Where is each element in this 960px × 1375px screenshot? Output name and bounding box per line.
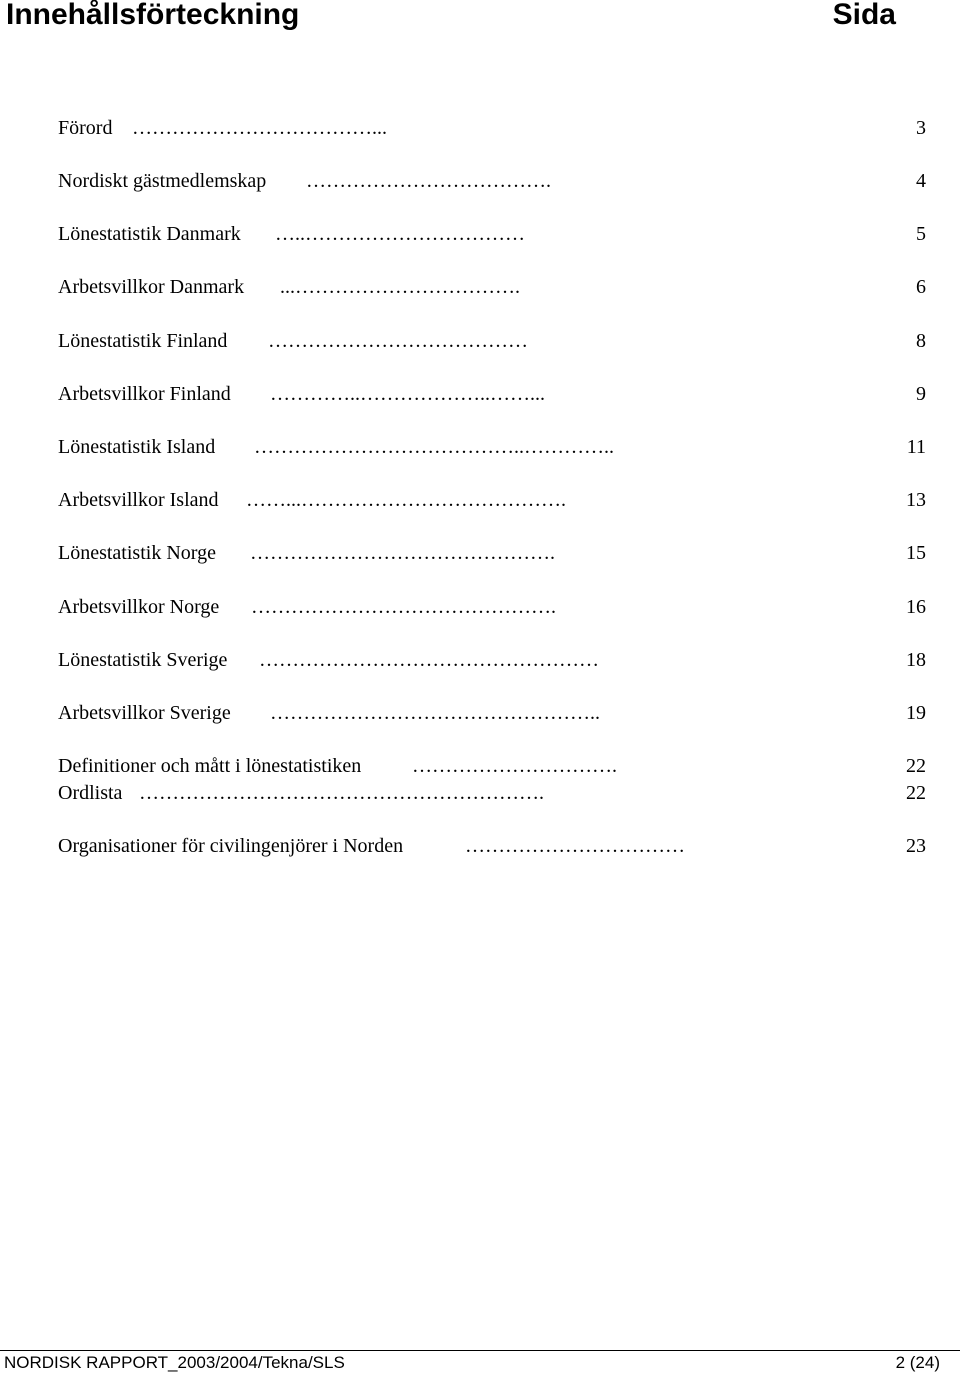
toc-page-number: 9 bbox=[916, 383, 926, 405]
toc-leader-dots: ...……………………………. bbox=[280, 276, 520, 298]
toc-entry-title: Organisationer för civilingenjörer i Norden bbox=[58, 835, 404, 857]
toc-page-number: 5 bbox=[916, 223, 926, 245]
toc-entry-definitioner[interactable] bbox=[58, 753, 928, 779]
toc-leader-dots: ……………………………………………………. bbox=[139, 782, 544, 804]
page-column-label: Sida bbox=[832, 0, 896, 31]
toc-entry-arbetsvillkor-norge[interactable] bbox=[58, 594, 928, 620]
toc-page-number: 22 bbox=[906, 782, 926, 804]
toc-entry-organisationer[interactable] bbox=[58, 833, 928, 859]
toc-page-number: 22 bbox=[906, 755, 926, 777]
toc-leader-dots: …………………………………..………….. bbox=[254, 436, 614, 458]
toc-leader-dots: ………………………………... bbox=[132, 117, 387, 139]
toc-entry-title: Lönestatistik Finland bbox=[58, 330, 228, 352]
toc-entry-title: Ordlista bbox=[58, 782, 123, 804]
toc-page-number: 15 bbox=[906, 542, 926, 564]
toc-entry-title: Lönestatistik Sverige bbox=[58, 649, 228, 671]
toc-entry-title: Arbetsvillkor Norge bbox=[58, 596, 220, 618]
toc-entry-title: Lönestatistik Danmark bbox=[58, 223, 241, 245]
toc-entry-title: Arbetsvillkor Sverige bbox=[58, 702, 231, 724]
toc-entry-lonestatistik-finland[interactable] bbox=[58, 328, 928, 354]
toc-entry-title: Nordiskt gästmedlemskap bbox=[58, 170, 267, 192]
toc-entry-lonestatistik-norge[interactable] bbox=[58, 540, 928, 566]
toc-entry-arbetsvillkor-danmark[interactable] bbox=[58, 274, 928, 300]
toc-entry-ordlista[interactable] bbox=[58, 780, 928, 806]
toc-page-number: 13 bbox=[906, 489, 926, 511]
toc-page-number: 11 bbox=[906, 436, 926, 458]
footer-divider bbox=[0, 1350, 960, 1351]
toc-entry-title: Arbetsvillkor Island bbox=[58, 489, 219, 511]
toc-entry-arbetsvillkor-sverige[interactable] bbox=[58, 700, 928, 726]
toc-page-number: 6 bbox=[916, 276, 926, 298]
toc-entry-nordiskt-gastmedlemskap[interactable] bbox=[58, 168, 928, 194]
toc-leader-dots: ………………………………. bbox=[306, 170, 551, 192]
toc-entry-title: Förord bbox=[58, 117, 113, 139]
toc-leader-dots: ………………………………… bbox=[268, 330, 528, 352]
toc-entry-arbetsvillkor-finland[interactable] bbox=[58, 381, 928, 407]
toc-page-number: 3 bbox=[916, 117, 926, 139]
toc-entry-title: Definitioner och mått i lönestatistiken bbox=[58, 755, 362, 777]
toc-leader-dots: ………………………………………….. bbox=[270, 702, 600, 724]
toc-leader-dots: ………………………………………. bbox=[250, 542, 555, 564]
page-title: Innehållsförteckning bbox=[6, 0, 300, 31]
toc-page-number: 23 bbox=[906, 835, 926, 857]
toc-leader-dots: …………………………. bbox=[412, 755, 617, 777]
toc-entry-lonestatistik-sverige[interactable] bbox=[58, 647, 928, 673]
report-identifier: NORDISK RAPPORT_2003/2004/Tekna/SLS bbox=[4, 1353, 345, 1372]
toc-leader-dots: ……...…………………………………. bbox=[246, 489, 566, 511]
toc-page-number: 4 bbox=[916, 170, 926, 192]
toc-leader-dots: ………………………………………. bbox=[251, 596, 556, 618]
toc-leader-dots: …………………………… bbox=[465, 835, 685, 857]
toc-page-number: 8 bbox=[916, 330, 926, 352]
toc-leader-dots: …..…………………………… bbox=[275, 223, 525, 245]
toc-leader-dots: …………………………………………… bbox=[259, 649, 599, 671]
toc-leader-dots: …………..………………..……... bbox=[270, 383, 545, 405]
toc-page-number: 16 bbox=[906, 596, 926, 618]
toc-entry-title: Lönestatistik Norge bbox=[58, 542, 216, 564]
page-footer bbox=[4, 1352, 940, 1374]
toc-page-number: 18 bbox=[906, 649, 926, 671]
toc-entry-lonestatistik-danmark[interactable] bbox=[58, 221, 928, 247]
toc-entry-title: Arbetsvillkor Finland bbox=[58, 383, 231, 405]
toc-entry-title: Arbetsvillkor Danmark bbox=[58, 276, 245, 298]
toc-entry-forord[interactable] bbox=[58, 115, 928, 141]
page-indicator: 2 (24) bbox=[895, 1353, 940, 1372]
toc-entry-lonestatistik-island[interactable] bbox=[58, 434, 928, 460]
toc-page-number: 19 bbox=[906, 702, 926, 724]
toc-entry-arbetsvillkor-island[interactable] bbox=[58, 487, 928, 513]
toc-entry-title: Lönestatistik Island bbox=[58, 436, 216, 458]
